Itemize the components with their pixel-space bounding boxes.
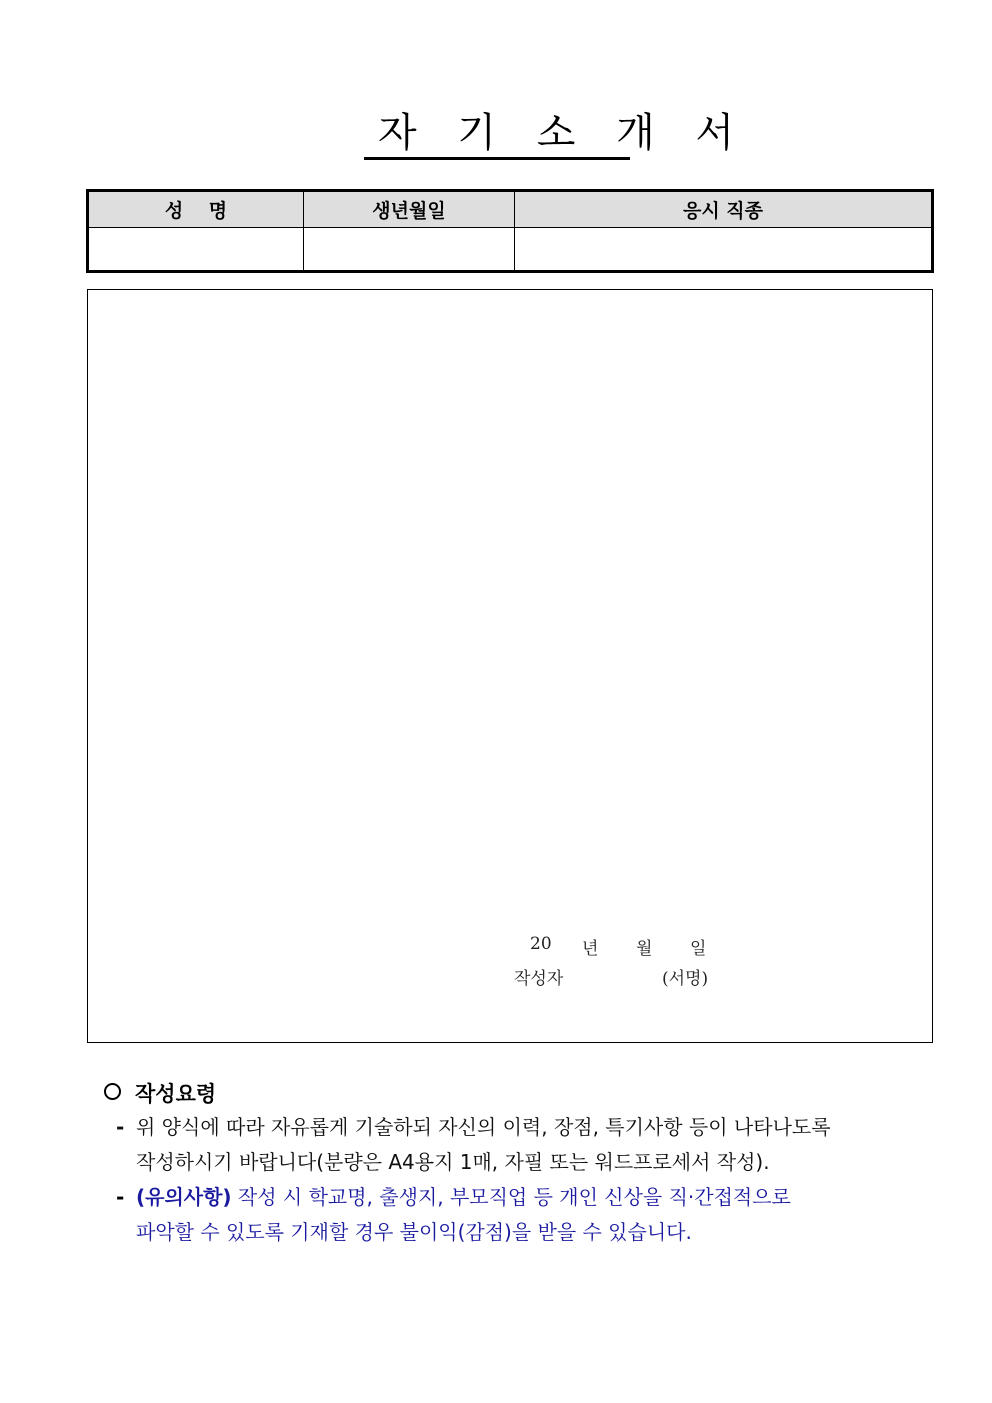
guide-heading bbox=[104, 1078, 216, 1108]
date-month-label: 월 bbox=[636, 939, 653, 959]
self-introduction-body[interactable] bbox=[87, 289, 933, 1043]
caution-label: (유의사항) bbox=[136, 1185, 232, 1209]
guide-item-caution bbox=[116, 1180, 791, 1250]
dash-bullet: - bbox=[116, 1185, 125, 1209]
table-row bbox=[88, 228, 933, 272]
guide-heading-text: 작성요령 bbox=[135, 1082, 217, 1106]
date-line bbox=[530, 934, 706, 959]
header-name: 성 명 bbox=[88, 191, 304, 228]
dash-bullet: - bbox=[116, 1115, 125, 1139]
circle-bullet-icon bbox=[104, 1083, 121, 1100]
date-day-label: 일 bbox=[690, 939, 707, 959]
guide-item-line: 작성 시 학교명, 출생지, 부모직업 등 개인 신상을 직·간접적으로 bbox=[231, 1185, 791, 1209]
header-job-category: 응시 직종 bbox=[515, 191, 933, 228]
guide-item-line: 작성하시기 바랍니다(분량은 A4용지 1매, 자필 또는 워드프로세서 작성). bbox=[136, 1150, 770, 1174]
guide-item bbox=[116, 1110, 831, 1180]
date-year-label: 년 bbox=[582, 939, 599, 959]
guide-item-line: 파악할 수 있도록 기재할 경우 불이익(감점)을 받을 수 있습니다. bbox=[136, 1220, 692, 1244]
job-category-field[interactable] bbox=[515, 228, 933, 272]
signature-label: (서명) bbox=[662, 969, 709, 989]
name-field[interactable] bbox=[88, 228, 304, 272]
date-year-prefix: 20 bbox=[530, 934, 552, 954]
header-birthdate: 생년월일 bbox=[304, 191, 515, 228]
guide-item-line: 위 양식에 따라 자유롭게 기술하되 자신의 이력, 장점, 특기사항 등이 나타나도록 bbox=[136, 1115, 831, 1139]
birthdate-field[interactable] bbox=[304, 228, 515, 272]
author-signature-line bbox=[514, 964, 709, 989]
applicant-info-table bbox=[86, 189, 934, 273]
table-header-row bbox=[88, 191, 933, 228]
page-title: 자 기 소 개 서 bbox=[364, 110, 630, 160]
author-label: 작성자 bbox=[514, 969, 564, 989]
